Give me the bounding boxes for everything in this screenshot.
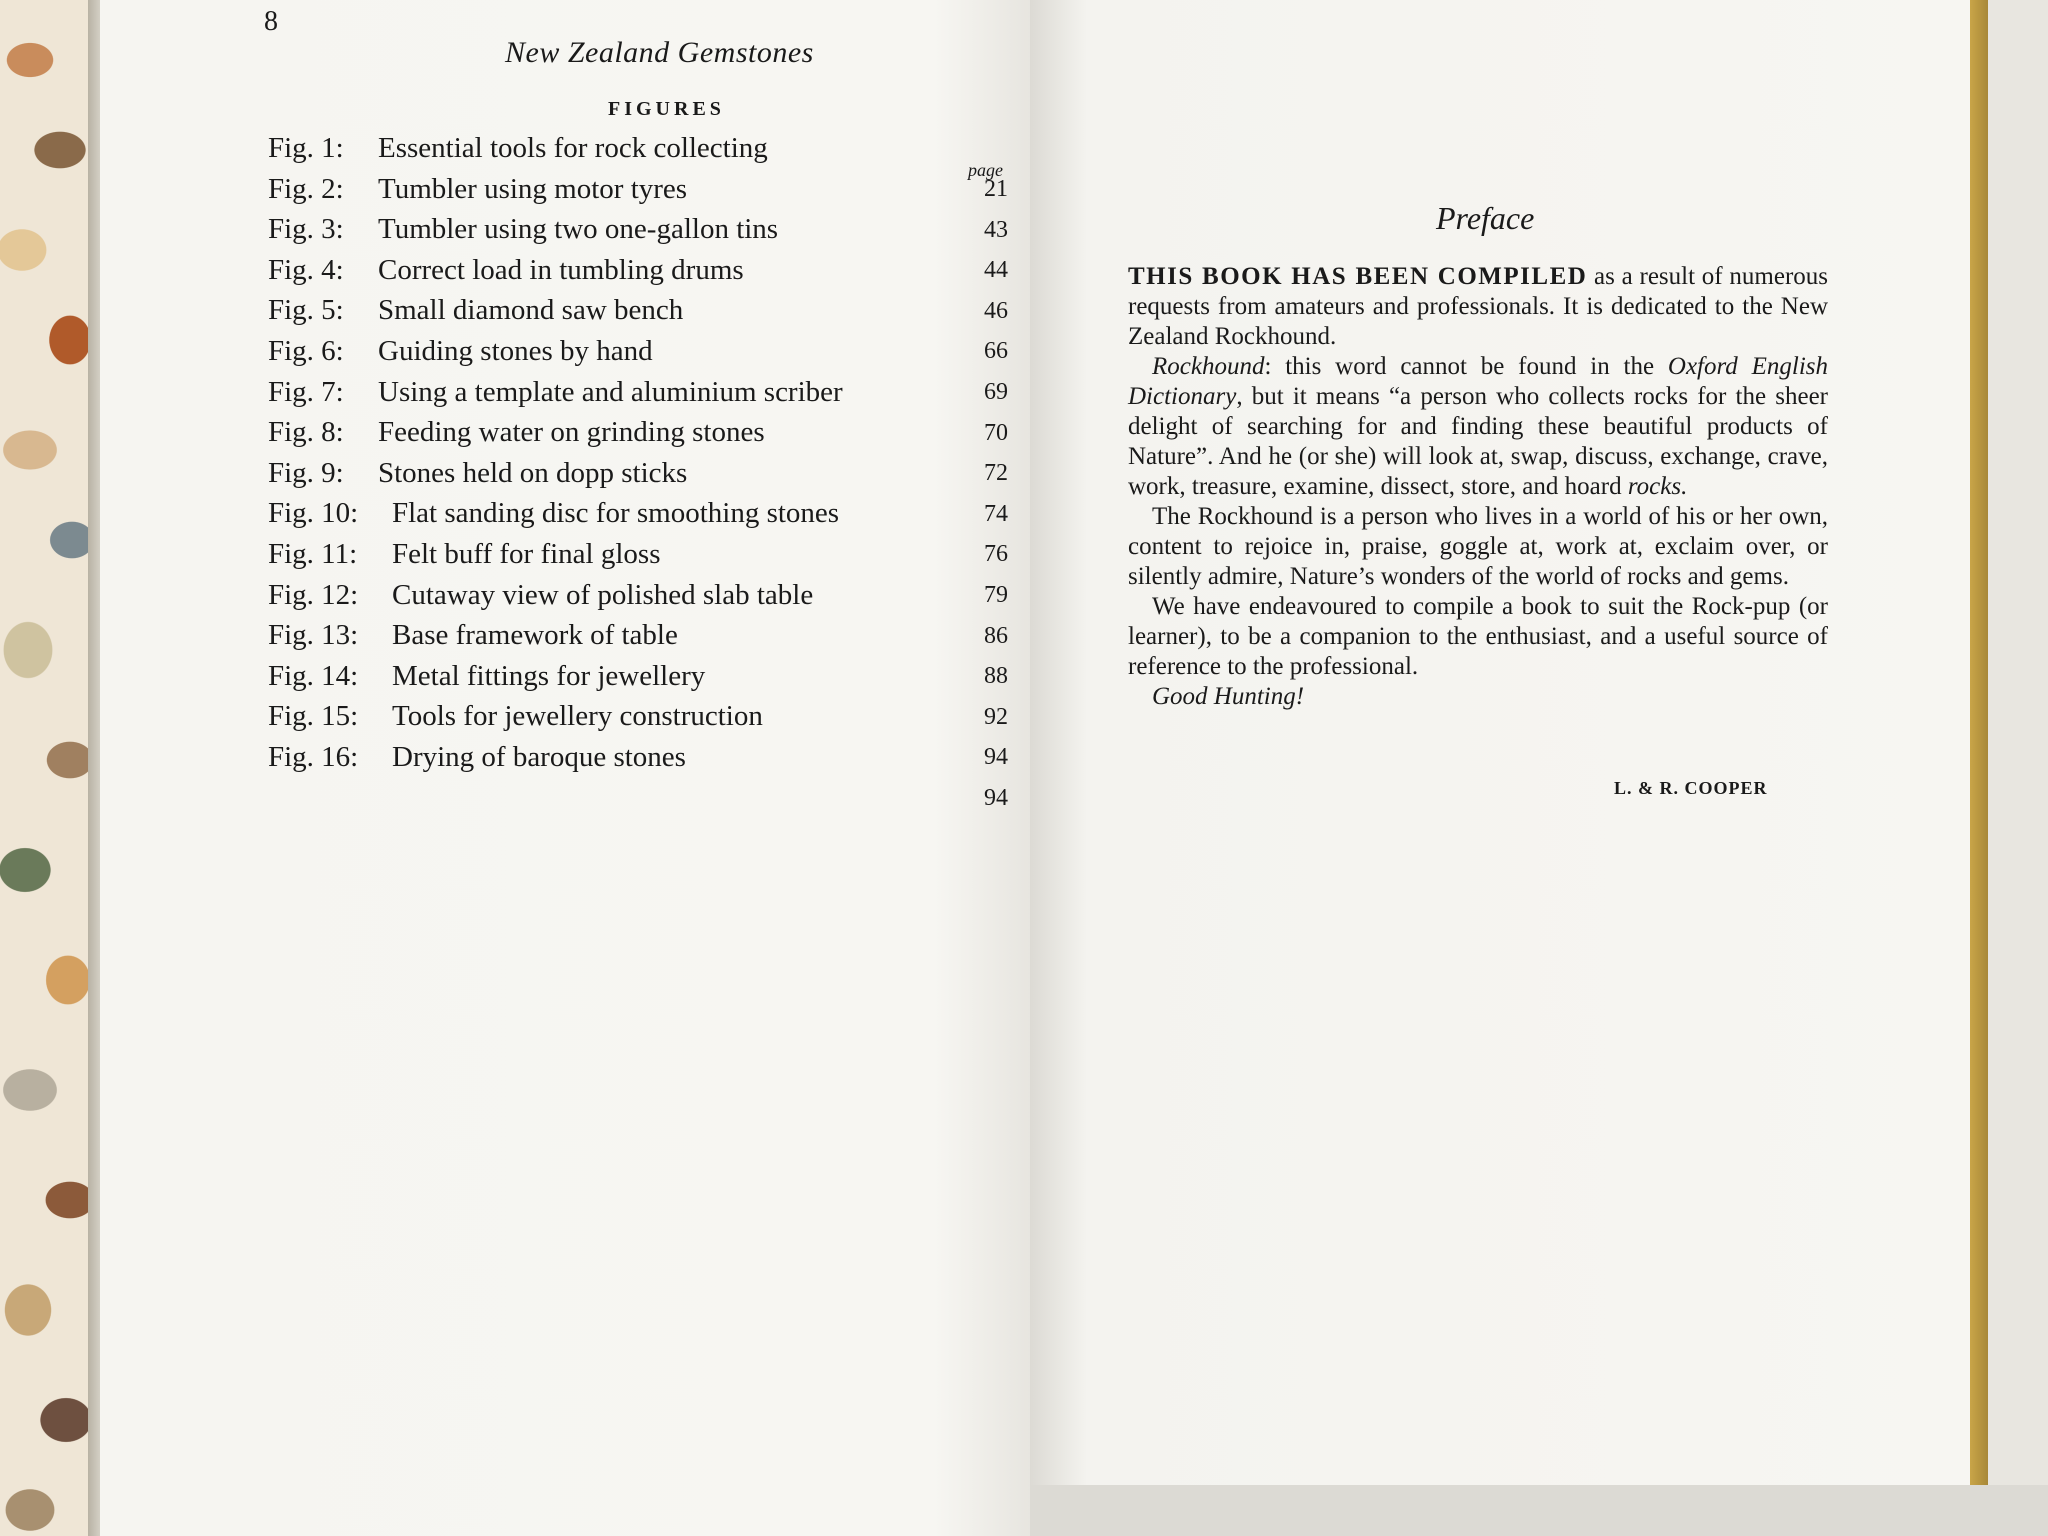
figure-number: Fig. 4: <box>268 253 344 286</box>
figure-number: Fig. 10: <box>268 497 359 530</box>
figure-title: Tumbler using two one-gallon tins <box>378 213 779 246</box>
figure-title: Felt buff for final gloss <box>392 537 661 570</box>
figure-number: Fig. 8: <box>268 416 344 449</box>
figure-title: Tools for jewellery construction <box>392 700 763 733</box>
figure-number: Fig. 13: <box>268 619 359 652</box>
figure-page-number: 76 <box>984 541 1008 568</box>
preface-closing <box>1128 682 1828 712</box>
figure-page-number: 69 <box>984 378 1008 405</box>
closing-text: Good Hunting! <box>1152 683 1305 710</box>
figure-page-number: 74 <box>984 500 1008 527</box>
figure-title: Tumbler using motor tyres <box>378 172 688 205</box>
figure-title: Essential tools for rock collecting <box>378 132 768 164</box>
dictionary-reference: Oxford English Dictionary <box>1128 353 1828 410</box>
term-rockhound: Rockhound <box>1152 353 1265 380</box>
figure-number: Fig. 6: <box>268 334 344 367</box>
figure-number: Fig. 7: <box>268 375 344 408</box>
figure-title: Drying of baroque stones <box>392 740 686 773</box>
figure-page-number: 92 <box>984 703 1008 730</box>
figure-page-number: 43 <box>984 216 1008 243</box>
author-signature: L. & R. COOPER <box>1614 778 1768 798</box>
figure-title: Correct load in tumbling drums <box>378 253 744 286</box>
page-column-label: page <box>968 160 1003 180</box>
figure-title: Cutaway view of polished slab table <box>392 578 814 611</box>
figure-number: Fig. 9: <box>268 456 344 489</box>
preface-paragraph-3: The Rockhound is a person who lives in a world of his or her own, content to rejoice in, praise, goggle at, work at, exclaim over, or silently admire, Nature’s wonders of the world of rocks and gems. <box>1128 503 1828 590</box>
paragraph-text: : this word cannot be found in the <box>1264 353 1668 380</box>
book-cover-edge <box>1970 0 1988 1485</box>
table-surface <box>1030 1485 2048 1536</box>
figure-number: Fig. 3: <box>268 213 344 246</box>
figure-title: Using a template and aluminium scriber <box>378 375 843 408</box>
figure-page-number: 70 <box>984 419 1008 446</box>
figure-page-number: 46 <box>984 297 1008 324</box>
preface-title: Preface <box>1436 200 1535 236</box>
figure-page-number: 21 <box>984 176 1008 202</box>
figure-number: Fig. 16: <box>268 740 359 773</box>
pebble-endpaper-image <box>0 0 95 1536</box>
figure-title: Stones held on dopp sticks <box>378 456 688 489</box>
figure-number: Fig. 12: <box>268 578 359 611</box>
opening-small-caps: THIS BOOK HAS BEEN COMPILED <box>1128 263 1588 290</box>
preface-paragraph-2 <box>1128 352 1828 502</box>
figure-number: Fig. 14: <box>268 659 359 692</box>
figure-title: Flat sanding disc for smoothing stones <box>392 497 840 530</box>
figure-page-number: 94 <box>984 744 1008 771</box>
figure-title: Base framework of table <box>392 619 678 652</box>
figure-number: Fig. 15: <box>268 700 359 733</box>
figure-number: Fig. 5: <box>268 294 344 327</box>
figure-title: Metal fittings for jewellery <box>392 659 706 692</box>
preface-body <box>1128 262 1828 712</box>
paragraph-text: , but it means “a person who collects rocks for the sheer delight of searching for and finding these beautiful products of Nature”. And he (or she) will look at, swap, discuss, exchange, crave, work, treasure, examine, dissect, store, and hoard <box>1128 383 1828 500</box>
preface-paragraph-1 <box>1128 262 1828 352</box>
figure-page-number: 72 <box>984 460 1008 487</box>
term-rocks: rocks. <box>1627 473 1688 500</box>
figure-number: Fig. 1: <box>268 132 344 164</box>
figures-list <box>268 132 1008 811</box>
figure-number: Fig. 2: <box>268 172 344 205</box>
paragraph-text: as a result of numerous requests from amateurs and professionals. It is dedicated to the New Zealand Rockhound. <box>1128 263 1828 350</box>
running-head: New Zealand Gemstones <box>505 36 814 69</box>
figure-row <box>268 740 1008 811</box>
figure-page-number: 86 <box>984 622 1008 649</box>
figure-page-number: 44 <box>984 257 1008 284</box>
figure-page-number: 66 <box>984 338 1008 365</box>
figure-page-number: 94 <box>984 784 1008 811</box>
figures-heading: FIGURES <box>608 98 725 120</box>
preface-paragraph-4: We have endeavoured to compile a book to suit the Rock-pup (or learner), to be a companion to the enthusiast, and a useful source of reference to the professional. <box>1128 593 1828 680</box>
figure-number: Fig. 11: <box>268 537 358 570</box>
figure-page-number: 79 <box>984 581 1008 608</box>
figure-title: Guiding stones by hand <box>378 334 653 367</box>
page-number: 8 <box>264 6 278 37</box>
figure-page-number: 88 <box>984 663 1008 690</box>
figure-title: Feeding water on grinding stones <box>378 416 765 449</box>
figure-title: Small diamond saw bench <box>378 294 684 327</box>
